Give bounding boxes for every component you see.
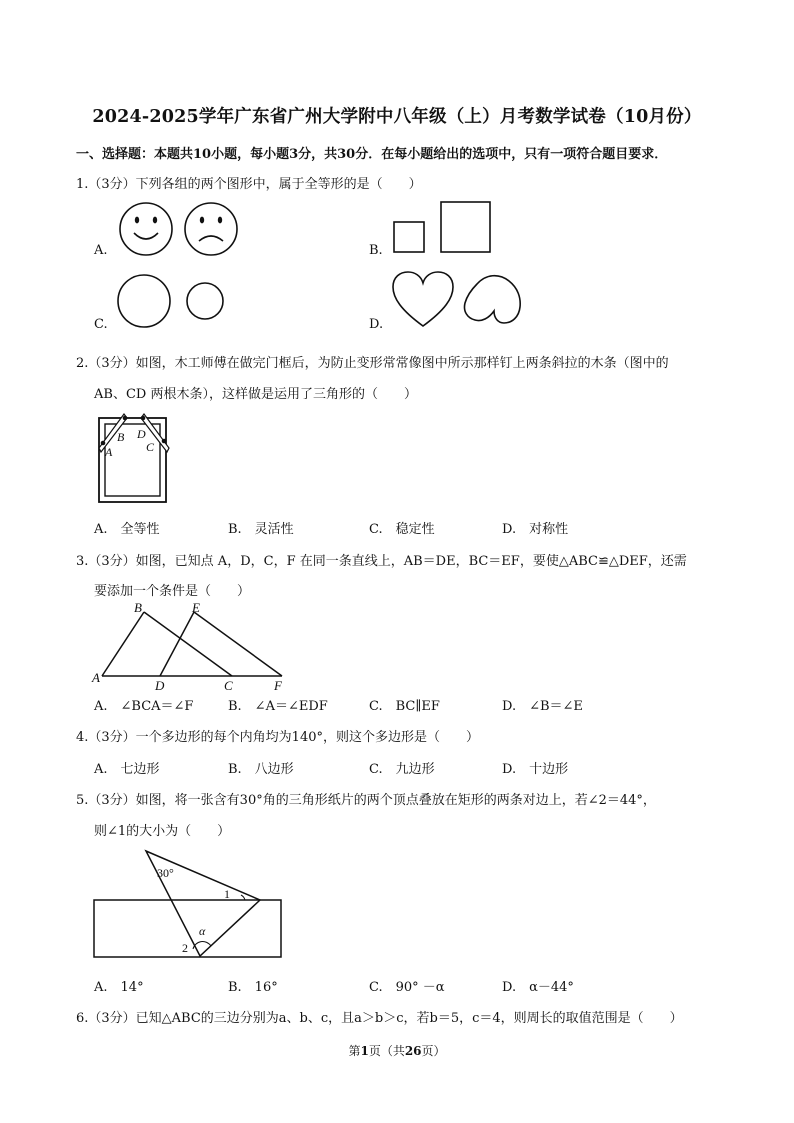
- footer-total-pages: 26: [404, 1044, 422, 1058]
- q3-label-c: C: [224, 678, 233, 693]
- q3-label-d: D: [155, 678, 165, 693]
- q4-option-a: A. 七边形: [94, 762, 160, 777]
- q2-stem-line1: 2.（3分）如图，木工师傅在做完门框后，为防止变形常常像图中所示那样钉上两条斜拉的木条（图中的: [76, 356, 669, 371]
- q6-stem: 6.（3分）已知△ABC的三边分别为a、b、c，且a＞b＞c，若b＝5，c＝4，则周长的取值范围是（ ）: [76, 1011, 683, 1026]
- q5-figure-triangle-rectangle: [93, 848, 283, 960]
- q5-option-d: D. α－44°: [502, 980, 574, 995]
- q2-option-c: C. 稳定性: [369, 522, 435, 537]
- q3-stem-line2: 要添加一个条件是（ ）: [94, 584, 251, 599]
- q3-option-c: C. BC∥EF: [369, 699, 440, 714]
- footer-page-number: 1: [360, 1044, 369, 1058]
- q2-option-a: A. 全等性: [94, 522, 160, 537]
- q1-option-a: A.: [94, 243, 108, 258]
- q5-option-c: C. 90° －α: [369, 980, 445, 995]
- q2-label-a: A: [105, 445, 113, 459]
- q3-figure-triangles: [92, 600, 292, 692]
- q2-figure-door-frame: [95, 412, 175, 504]
- q1-figure-c-circles: [116, 272, 226, 332]
- q1-option-d: D.: [369, 317, 384, 332]
- q3-option-a: A. ∠BCA＝∠F: [94, 699, 194, 714]
- q5-label-alpha: α: [199, 924, 206, 938]
- q5-option-a: A. 14°: [94, 980, 144, 995]
- q5-option-b: B. 16°: [228, 980, 278, 995]
- q4-option-b: B. 八边形: [228, 762, 294, 777]
- q4-option-d: D. 十边形: [502, 762, 569, 777]
- q2-label-b: B: [117, 430, 125, 444]
- q3-stem-line1: 3.（3分）如图，已知点 A，D，C，F 在同一条直线上，AB＝DE，BC＝EF，要使△ABC≌△DEF，还需: [76, 554, 687, 569]
- q1-option-b: B.: [369, 243, 383, 258]
- q5-label-angle2: 2: [182, 941, 188, 955]
- footer-suffix: 页）: [421, 1044, 446, 1058]
- q3-option-d: D. ∠B＝∠E: [502, 699, 583, 714]
- q4-stem: 4.（3分）一个多边形的每个内角均为140°，则这个多边形是（ ）: [76, 730, 479, 745]
- q1-option-c: C.: [94, 317, 108, 332]
- section-heading: 一、选择题：本题共10小题，每小题3分，共30分．在每小题给出的选项中，只有一项符合题目要求．: [76, 147, 668, 162]
- q1-figure-d-hearts: [391, 270, 523, 328]
- q5-stem-line2: 则∠1的大小为（ ）: [94, 824, 231, 839]
- q3-label-b: B: [134, 600, 142, 615]
- footer-prefix: 第: [348, 1044, 361, 1058]
- q5-label-30deg: 30°: [157, 866, 174, 880]
- footer-middle: 页（共: [368, 1044, 405, 1058]
- q3-label-a: A: [92, 670, 100, 685]
- q1-figure-a-faces: [115, 200, 245, 258]
- q1-figure-b-squares: [392, 200, 492, 255]
- q3-label-e: E: [192, 600, 200, 615]
- q2-label-d: D: [137, 427, 146, 441]
- q5-stem-line1: 5.（3分）如图，将一张含有30°角的三角形纸片的两个顶点叠放在矩形的两条对边上，若∠2＝44°，: [76, 793, 656, 808]
- page-title: 2024-2025学年广东省广州大学附中八年级（上）月考数学试卷（10月份）: [92, 107, 702, 127]
- q4-option-c: C. 九边形: [369, 762, 435, 777]
- q1-stem: 1.（3分）下列各组的两个图形中，属于全等形的是（ ）: [76, 177, 422, 192]
- q2-option-b: B. 灵活性: [228, 522, 294, 537]
- q2-option-d: D. 对称性: [502, 522, 569, 537]
- q2-stem-line2: AB、CD 两根木条），这样做是运用了三角形的（ ）: [94, 387, 417, 402]
- q5-label-angle1: 1: [224, 887, 230, 901]
- q2-label-c: C: [146, 440, 155, 454]
- q3-label-f: F: [274, 678, 282, 693]
- page-footer: [0, 1042, 794, 1059]
- q3-option-b: B. ∠A＝∠EDF: [228, 699, 328, 714]
